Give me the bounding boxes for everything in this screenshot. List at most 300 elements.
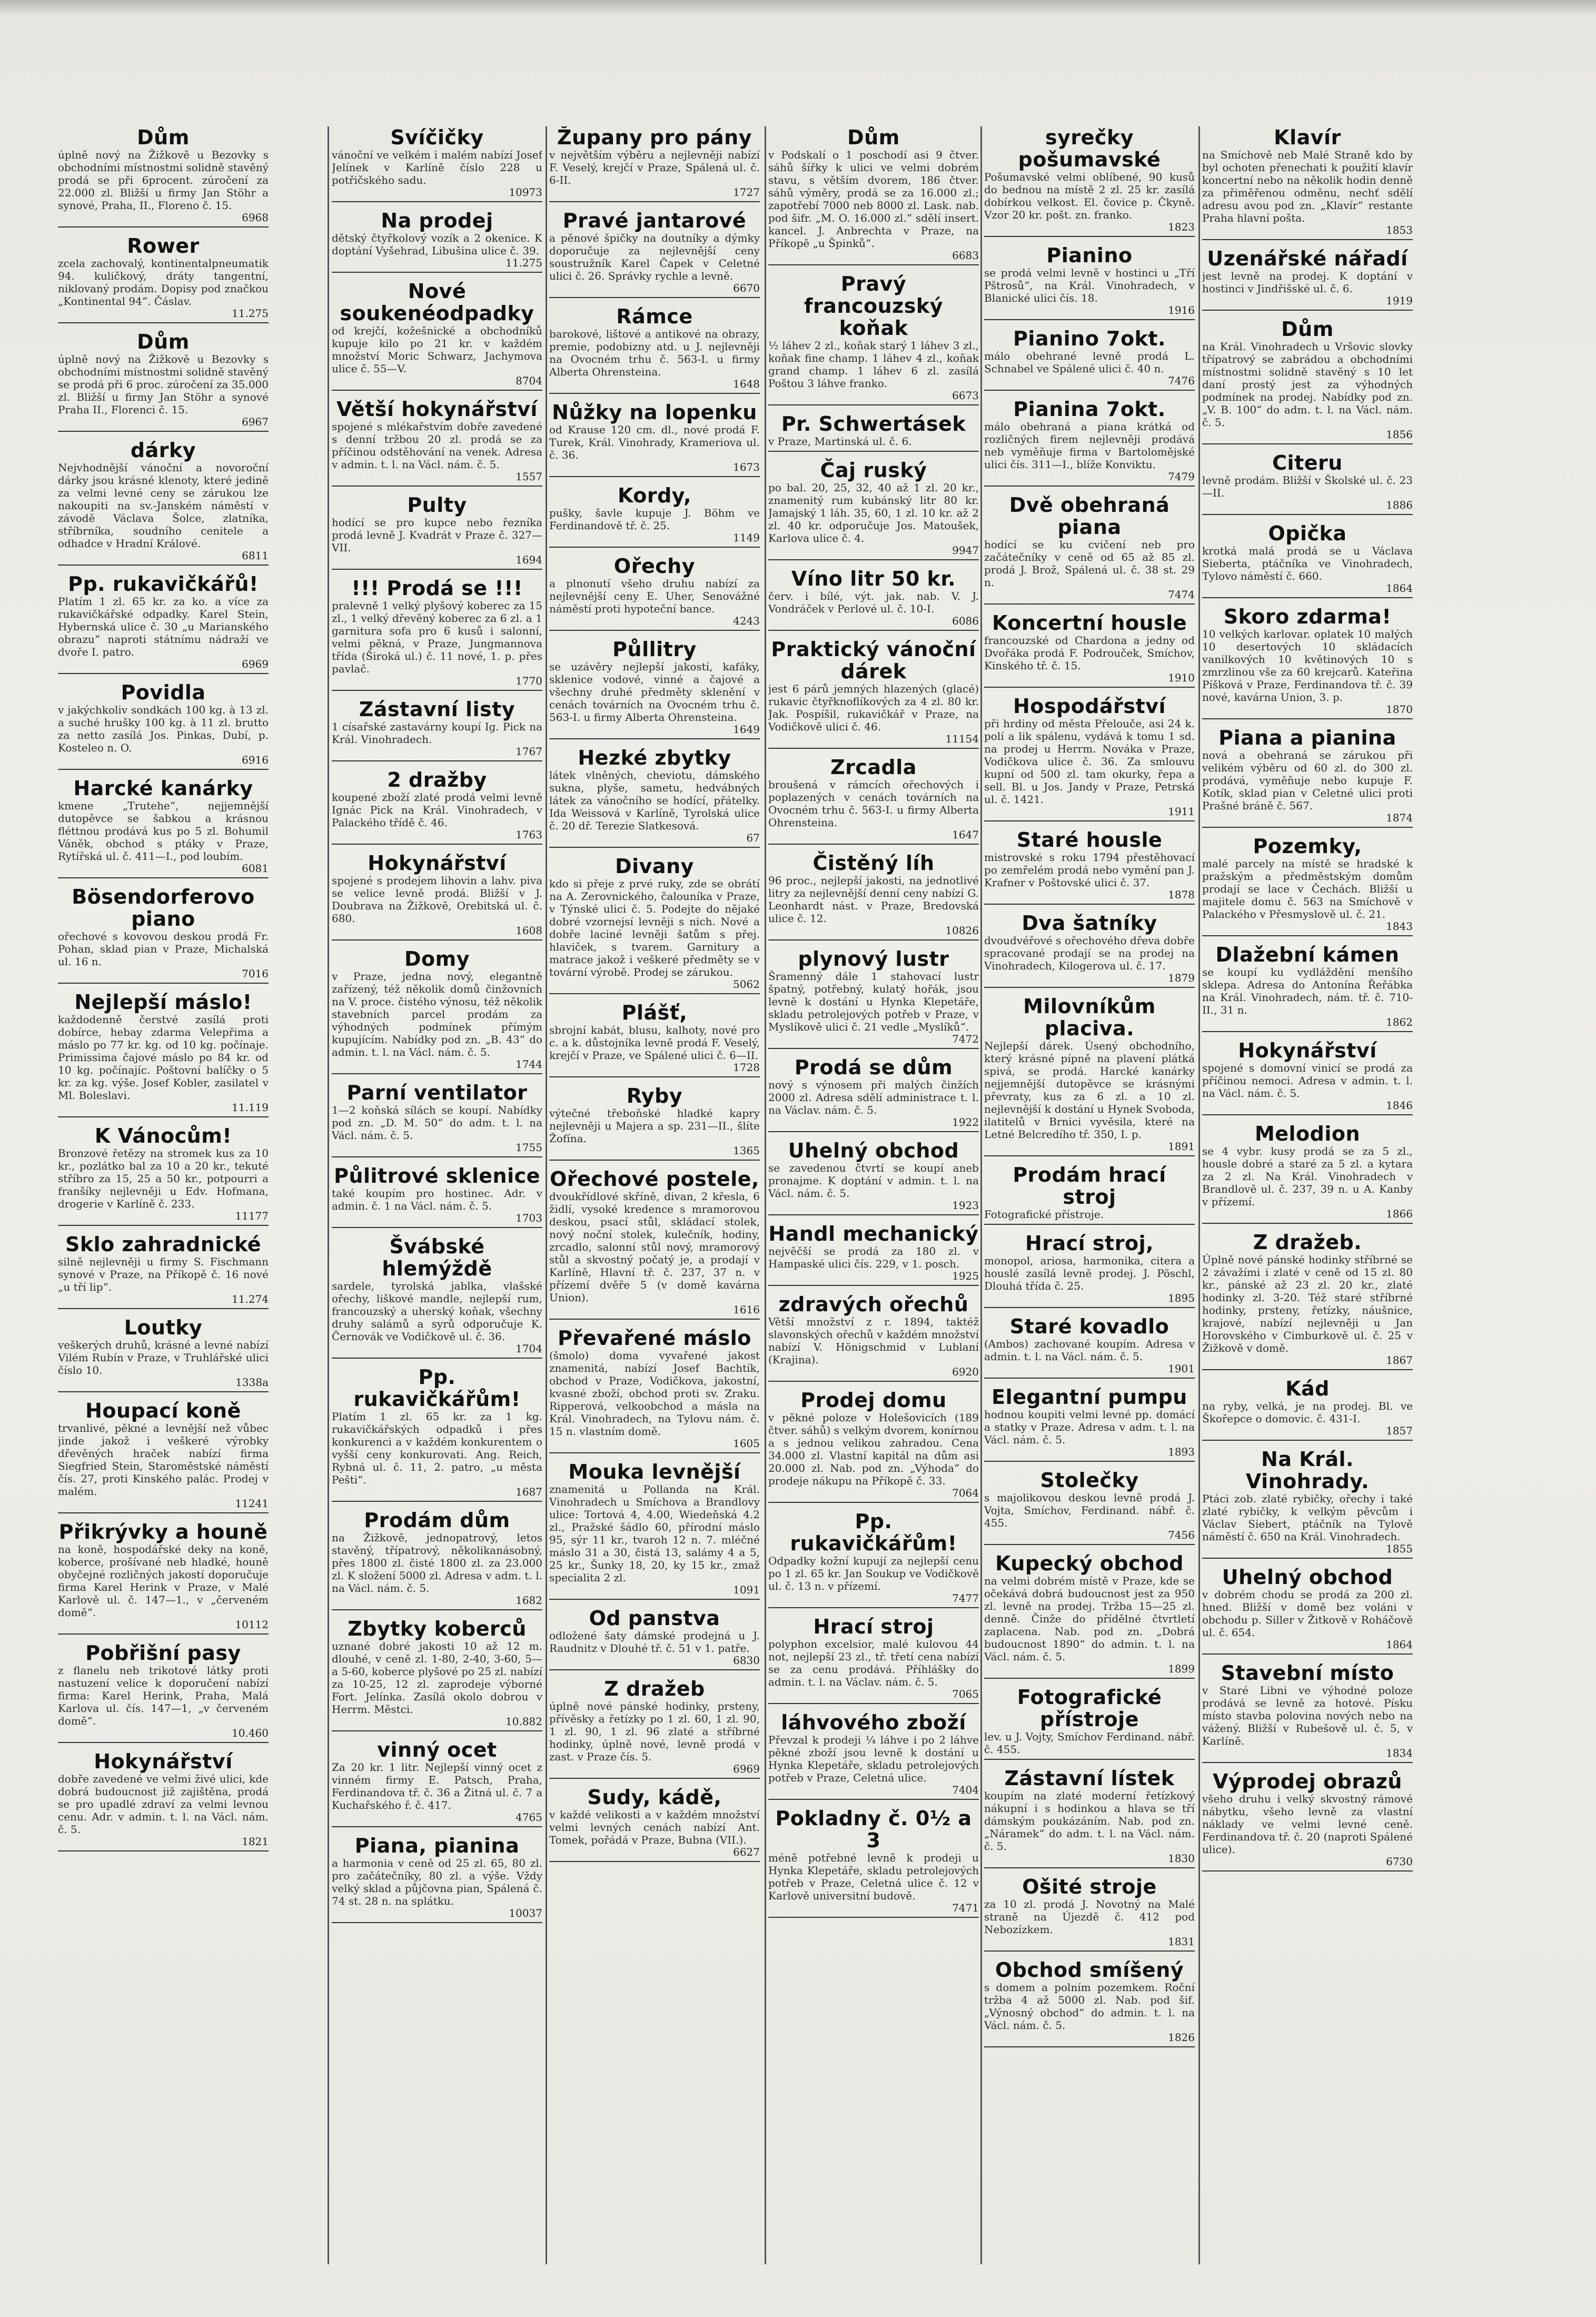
ad-text: nová a obehraná se zárukou při velikém výběru od 60 zl. do 300 zl. prodává, vyměňuje nebo kupuje F. Kotík, sklad pian v Celetné ulici proti Prašné bráně č. 567. (1202, 749, 1413, 812)
ad-text: mistrovské s roku 1794 přestěhovací po zemřelém prodá nebo vymění pan J. Krafner v Poštovské ulici č. 37. (984, 851, 1195, 889)
ad-number: 1874 (1386, 811, 1413, 824)
ad-heading: Župany pro pány (557, 126, 752, 149)
ad-text: dvoukřídlové skříně, divan, 2 křesla, 6 židlí, vysoké kredence s mramorovou deskou, psací stůl, skládací stolek, nový noční stolek, kulečník, hodiny, zrcadlo, salonní stůl nový, mramorový stůl a skvostný počatý je, a prodají v Karlíně, Hlavní tř. č. 237, 37 n. v přízemí dvěře 5 (v domě kavárna Union). (549, 1190, 760, 1304)
ad-divider (549, 630, 760, 631)
classified-ad (58, 126, 269, 227)
classified-ad (58, 777, 269, 878)
ad-number: 1857 (1386, 1424, 1413, 1437)
ad-divider (984, 236, 1195, 237)
ad-heading: Bösendorferovo piano (72, 885, 255, 930)
ad-heading: Svíčičky (390, 126, 484, 149)
ad-divider (768, 844, 979, 845)
classified-ad (549, 747, 760, 848)
classified-ad (984, 912, 1195, 988)
ad-divider (58, 1850, 269, 1851)
ad-number: 7065 (952, 1688, 979, 1700)
ad-divider (984, 1678, 1195, 1679)
ad-heading: Sudy, kádě, (587, 1786, 722, 1809)
ad-divider (549, 738, 760, 739)
classified-ad (768, 459, 979, 560)
ad-heading: Pr. Schwertásek (781, 412, 966, 435)
ad-divider (58, 226, 269, 227)
ad-heading: Prodám dům (364, 1509, 510, 1532)
ad-heading: Pravý francouzský koňak (804, 272, 943, 340)
classified-ad (549, 1327, 760, 1453)
classified-ad (58, 681, 269, 770)
ad-divider (1202, 514, 1413, 515)
column-3 (549, 126, 760, 2264)
classified-ad (332, 948, 542, 1074)
ad-number: 7472 (952, 1033, 979, 1045)
ad-text: malé parcely na místě se hradské k pražským a předměstským domům prodají se lace v Čechách. Bližší u majitele domu č. 563 na Smíchově v Palackého v Přesmyslově ul. č. 21. (1202, 857, 1413, 920)
ad-divider (768, 748, 979, 749)
ad-text: trvanlivé, pěkné a levnější než vůbec jinde jakož i veškeré výrobky dřevěných hraček nabízí firma Siegfried Stein, Staroměstské náměstí čís. 27, proti Kinského palác. Prodej v malém. (58, 1422, 269, 1498)
ad-number: 1864 (1386, 582, 1413, 595)
ad-text: a pěnové špičky na doutníky a dýmky doporučuje za nejlevnější ceny soustružník Karel Čapek v Celetné ulici č. 26. Správky rychle a levně. (549, 232, 760, 282)
ad-divider (984, 1759, 1195, 1760)
ad-text: monopol, ariosa, harmonika, citera a houslé zasílá levně prodej. J. Pöschl, Dlouhá třída č. 25. (984, 1254, 1195, 1292)
ad-heading: Nůžky na lopenku (552, 401, 757, 424)
ad-number: 7476 (1168, 374, 1195, 387)
ad-number: 1727 (733, 186, 760, 199)
classified-ad (984, 1686, 1195, 1760)
ad-text: sbrojní kabát, blusu, kalhoty, nové pro c. a k. důstojníka levně prodá F. Veselý, krejčí v Praze, ve Spálené ulici č. 6—II. (549, 1024, 760, 1062)
column-rule (980, 126, 982, 2264)
classified-ad (768, 852, 979, 940)
ad-divider (1202, 1762, 1413, 1763)
ad-number: 1843 (1386, 920, 1413, 933)
ad-number: 7471 (952, 1902, 979, 1914)
ad-number: 11177 (235, 1210, 269, 1222)
classified-ad (58, 1642, 269, 1743)
classified-ad (332, 852, 542, 940)
classified-ad (58, 1125, 269, 1226)
classified-ad (549, 484, 760, 548)
ad-text: Nejlepší dárek. Úsený obchodního, který krásné pípně na plavení plátká spivá, se prodá. Harcké kanárky nejjemnější dutopěvce se krásnými převraty, kus za 6 zl. a 10 zl. nejlevnější k dostání u Hynek Svoboda, ilatitelů v Brnici vyvěsila, které na Letné Belcredího tř. 350, I. p. (984, 1039, 1195, 1141)
ad-heading: Dům (137, 330, 190, 353)
ad-heading: Prodá se dům (794, 1056, 953, 1079)
ad-divider (768, 939, 979, 940)
ad-number: 1893 (1168, 1445, 1195, 1458)
ad-text: hodící se pro kupce nebo řezníka prodá levně J. Kvadrát v Praze č. 327—VII. (332, 516, 542, 554)
classified-ad (332, 1165, 542, 1228)
ad-heading: Rower (127, 234, 200, 258)
ad-number: 1728 (733, 1061, 760, 1074)
ad-divider (768, 630, 979, 631)
ad-heading: Pp. rukavičkářům! (790, 1510, 957, 1555)
ad-number: 1648 (733, 378, 760, 390)
ad-number: 10973 (509, 186, 542, 199)
classified-ad (984, 1959, 1195, 2047)
ad-number: 1557 (516, 470, 542, 483)
classified-ad (768, 126, 979, 265)
ad-heading: Stolečky (1040, 1469, 1139, 1492)
classified-ad (58, 1316, 269, 1392)
ad-text: znamenitá u Pollanda na Král. Vinohradech u Smíchova a Brandlovy ulice: Tortová 4, 4.00, Wiedeňská 4.2 zl., Pražské šádlo 60, přírodní máslo 95, sýr 11 kr., tvaroh 12 n. 7. mléčné máslo 31 a 30, čistá 13, salámy 4 a 5, 25 kr., Šunky 18, 20, ky 15 kr., zmaž specialita 2 zl. (549, 1483, 760, 1584)
ad-heading: Nové soukenéodpadky (340, 280, 534, 325)
ad-heading: Mouka levnější (568, 1460, 741, 1483)
ad-text: koupené zboží zlaté prodá velmi levně Ignác Pick na Král. Vinohradech, v Palackého třídě č. 46. (332, 791, 542, 829)
ad-text: Bronzové řetězy na stromek kus za 10 kr., pozlátko bal za 10 a 20 kr., tekuté stříbro za 15, 25 a 50 kr., potpourri a franšíky nejlevněji u Edv. Hofmana, drogerie v Karlíně č. 233. (58, 1147, 269, 1210)
ad-heading: Pravé jantarové (562, 209, 747, 232)
ad-heading: Ořechy (613, 555, 696, 578)
ad-text: v největším výběru a nejlevněji nabízí F. Veselý, krejčí v Praze, Spálená ul. č. 6-II. (549, 148, 760, 186)
ad-text: Nejvhodnější vánoční a novoroční dárky jsou krásné klenoty, které jedině za velmi levné ceny se zárukou lze nakoupiti na sv.-Janském náměstí v závodě Václava Šolce, zlatníka, stříbrníka, soudního cenitele a odhadce v Hradní Králové. (58, 461, 269, 550)
ad-text: sardele, tyrolská jablka, vlašské ořechy, liškové mandle, nejlepší rum, francouzský a uherský koňak, všechny druhy salámů a syrů odporučuje K. Černovák ve Vodičkově ul. č. 36. (332, 1280, 542, 1343)
ad-heading: K Vánocům! (94, 1124, 232, 1147)
ad-number: 7016 (242, 967, 269, 980)
ad-divider (984, 1950, 1195, 1952)
ad-number: 1767 (516, 745, 542, 758)
ad-number: 1846 (1386, 1099, 1413, 1112)
ad-heading: Hrací stroj (813, 1615, 934, 1638)
ad-divider (984, 1544, 1195, 1545)
ad-divider (332, 569, 542, 570)
ad-text: každodenně čerstvé zasílá proti dobírce, hebay zdarma Velepřima a máslo po 77 kr. kg. od 10 kg. počínaje. Primissima čajové máslo po 84 kr. od 10 kg. počínajíc. Poštovní balíčky o 5 kr. za kg. výše. Josef Kobler, zasilatel v Ml. Boleslavi. (58, 1013, 269, 1102)
ad-heading: Švábské hlemýždě (382, 1235, 492, 1280)
ad-text: na Žižkově, jednopatrový, letos stavěný, třípatrový, několikanásobný, přes 1800 zl. čisté 1800 zl. za 23.000 zl. K složení 5000 zl. Adresa v adm. t. l. na Václ. nám. č. 5. (332, 1531, 542, 1595)
ad-text: Platím 1 zl. 65 kr. za 1 kg. rukavičkářských odpadků i přes konkurenci a v každém konkurentem o vyšší ceny konkurovati. Ang. Reich, Rybná ul. č. 11, 2. patro, „u města Pešti“. (332, 1410, 542, 1486)
ad-text: z flanelu neb trikotové látky proti nastuzení velice k doporučení nabízí firma: Karel Herink, Praha, Malá Karlova ul. čís. 147—1, „v červeném domě“. (58, 1664, 269, 1727)
ad-divider (768, 1285, 979, 1286)
ad-number: 8704 (516, 374, 542, 387)
ad-heading: plynový lustr (798, 947, 949, 971)
ad-number: 1091 (733, 1583, 760, 1596)
ad-number: 1703 (516, 1212, 542, 1224)
classified-ad (1202, 1231, 1413, 1370)
classified-ad (58, 573, 269, 674)
ad-divider (1202, 310, 1413, 311)
classified-ad (332, 1235, 542, 1359)
ad-heading: Hokynářství (94, 1750, 233, 1773)
classified-ad (768, 638, 979, 749)
ad-number: 1149 (733, 531, 760, 544)
ad-number: 1864 (1386, 1638, 1413, 1651)
classified-ad (58, 1521, 269, 1635)
classified-ad (768, 1389, 979, 1503)
ad-text: polyphon excelsior, malé kulovou 44 not, nejlepší 23 zl., tř. třetí cena nabízí se za cenu prodává. Příhlášky do admin. t. l. na Václav. nám. č. 5. (768, 1638, 979, 1688)
ad-number: 6670 (733, 282, 760, 294)
ad-divider (984, 1867, 1195, 1868)
classified-ad (1202, 1566, 1413, 1655)
ad-heading: Zrcadla (830, 756, 917, 779)
classified-ad (58, 439, 269, 566)
ad-text: Pošumavské velmi oblíbené, 90 kusů do bednou na místě 2 zl. 25 kr. zasílá dobírkou velkost. El. čovice p. Čkyně. Vzor 20 kr. pošt. zn. franko. (984, 171, 1195, 221)
classified-ad (768, 1056, 979, 1132)
ad-text: hodící se ku cvičení neb pro začátečníky v ceně od 65 až 85 zl. prodá J. Brož, Spálená ul. č. 38 st. 29 n. (984, 538, 1195, 589)
ad-text: se zavedenou čtvrtí se koupí aneb pronajme. K doptání v admin. t. l. na Václ. nám. č. 5. (768, 1162, 979, 1200)
ad-divider (768, 1502, 979, 1503)
ad-heading: Dva šatníky (1022, 912, 1157, 935)
classified-ad (1202, 1448, 1413, 1559)
ad-text: levně prodám. Bližší v Školské ul. č. 23—II. (1202, 474, 1413, 499)
ad-number: 1916 (1168, 304, 1195, 316)
ad-divider (332, 272, 542, 273)
ad-text: Větší množství z r. 1894, taktéž slavonských ořechů v každém množství nabízí V. Hönigschmid v Lublaní (Krajina). (768, 1315, 979, 1366)
classified-ad (984, 1315, 1195, 1379)
ad-heading: Kupecký obchod (995, 1552, 1184, 1575)
classified-ad (549, 1786, 760, 1862)
ad-text: všeho druhu i velký skvostný rámové nábytku, všeho levně za vlastní náklady ve velmi levné ceně. Ferdinandova tř. č. 20 (naproti Spálené ulice). (1202, 1793, 1413, 1856)
ad-divider (1202, 1223, 1413, 1224)
ad-heading: Domy (404, 947, 470, 971)
ad-text: s majolikovou deskou levně prodá J. Vojta, Smíchov, Ferdinand. nábř. č. 455. (984, 1491, 1195, 1529)
ad-divider (768, 1917, 979, 1918)
classified-ad (984, 328, 1195, 391)
ad-text: Ptáci zob. zlaté rybičky, ořechy i také zlaté rybičky, k velkým pěvcům i Václav Siebert, ptáčník na Tylově náměstí č. 650 na Král. Vinohradech. (1202, 1492, 1413, 1543)
ad-heading: Dvě obehraná piana (1009, 493, 1170, 539)
ad-heading: Výprodej obrazů (1213, 1770, 1402, 1793)
ad-number: 6916 (242, 754, 269, 766)
ad-heading: Dům (1281, 318, 1334, 341)
column-5 (984, 126, 1195, 2264)
ad-heading: Uhelný obchod (1222, 1566, 1393, 1589)
ad-heading: Opička (1268, 522, 1347, 545)
classified-ad (768, 1510, 979, 1608)
ad-number: 4765 (516, 1811, 542, 1824)
ad-number: 4243 (733, 615, 760, 627)
ad-heading: Fotografické přístroje (1017, 1686, 1162, 1731)
ad-number: 11.275 (232, 307, 269, 320)
ad-number: 1704 (516, 1342, 542, 1355)
ad-number: 1608 (516, 924, 542, 937)
classified-ad (58, 235, 269, 323)
classified-ad (1202, 1378, 1413, 1441)
ad-divider (768, 1607, 979, 1608)
ad-text: nejvěčší se prodá za 180 zl. v Hampaské ulici čís. 229, v 1. posch. (768, 1245, 979, 1270)
ad-heading: Pianino 7okt. (1013, 327, 1166, 350)
ad-number: 1866 (1386, 1207, 1413, 1220)
classified-ad (332, 769, 542, 845)
ad-divider (768, 559, 979, 560)
ad-text: se koupí ku vydláždění menšího sklepa. Adresa do Antonína Řeřábka na Král. Vinohradech, nám. tř. č. 710-II., 31 n. (1202, 966, 1413, 1016)
ad-text: látek vlněných, cheviotu, dámského sukna, plyše, sametu, hedvábných látek za vánočního se hodící, přátelky. Ida Weissová v Karlíně, Tyrolská ulice č. 20 dř. Terezie Slatkesová. (549, 769, 760, 832)
classified-ad (1202, 727, 1413, 828)
ad-divider (768, 264, 979, 265)
ad-heading: Pianina 7okt. (1013, 398, 1166, 421)
ad-heading: Stavební místo (1221, 1661, 1394, 1685)
classified-ad (332, 398, 542, 487)
ad-number: 1821 (242, 1835, 269, 1848)
ad-number: 7404 (952, 1784, 979, 1796)
ad-divider (1202, 1870, 1413, 1872)
ad-divider (984, 603, 1195, 605)
classified-ad (332, 1835, 542, 1923)
classified-ad (768, 756, 979, 845)
ad-text: krotká malá prodá se u Václava Sieberta, ptáčníka ve Vinohradech, Tylovo náměstí č. 660. (1202, 544, 1413, 582)
ad-divider (984, 1461, 1195, 1462)
ad-divider (768, 451, 979, 452)
ad-number: 1911 (1168, 805, 1195, 818)
ad-number: 10.460 (232, 1727, 269, 1739)
classified-ad (1202, 452, 1413, 515)
ad-heading: Kordy, (617, 484, 692, 507)
ad-text: při hrdiny od města Přelouče, asi 24 k. polí a lik spálenu, vydává k tomu 1 sd. na prodej u Herrm. Nováka v Praze, Vodičkova ulice č. 36. Za smlouvu kupní od 500 zl. tam okurky, řepa a sell. Bl. u Jos. Jandy v Praze, Petrská ul. č. 1421. (984, 717, 1195, 806)
ad-text: dětský čtyřkolový vozík a 2 okenice. K doptání Vyšehrad, Libušina ulice č. 39. (332, 232, 542, 257)
ad-divider (58, 431, 269, 432)
ad-number: 1673 (733, 461, 760, 473)
ad-number: 1870 (1386, 703, 1413, 716)
ad-heading: Povidla (121, 681, 206, 704)
ad-heading: !!! Prodá se !!! (351, 577, 523, 600)
ad-number: 6081 (242, 862, 269, 875)
ad-divider (768, 1703, 979, 1704)
classified-ad (984, 126, 1195, 237)
classified-ad (768, 568, 979, 631)
ad-heading: Uzenářské nářadí (1207, 247, 1408, 270)
ad-heading: Rámce (616, 305, 693, 328)
ad-text: ½ láhev 2 zl., koňak starý 1 láhev 3 zl., koňak fine champ. 1 láhev 4 zl., koňak grand champ. 1 láhev 6 zl. zasílá Poštou 3 láhve franko. (768, 339, 979, 390)
ad-number: 1855 (1386, 1542, 1413, 1555)
ad-heading: Pulty (407, 493, 467, 517)
classified-ad (984, 1386, 1195, 1462)
ad-divider (332, 1922, 542, 1923)
classified-ad (332, 1618, 542, 1731)
ad-text: s domem a polním pozemkem. Roční tržba 4 až 5000 zl. Nab. pod šif. „Výnosný obchod“ do admin. t. l. na Václ. nám. č. 5. (984, 1981, 1195, 2032)
ad-number: 11154 (945, 732, 979, 745)
classified-ad (768, 1711, 979, 1800)
classified-ad (984, 244, 1195, 320)
classified-ad (332, 577, 542, 691)
classified-ad (58, 331, 269, 432)
ad-divider (984, 2046, 1195, 2047)
classified-ad (332, 210, 542, 273)
classified-ad (984, 1469, 1195, 1545)
ad-divider (549, 393, 760, 394)
ad-heading: vinný ocet (377, 1738, 497, 1761)
ad-number: 7479 (1168, 470, 1195, 483)
classified-ad (1202, 126, 1413, 240)
ad-divider (58, 1512, 269, 1513)
ad-text: odložené šaty dámské prodejná u J. Raudnitz v Dlouhé tř. č. 51 v 1. patře. (549, 1629, 760, 1655)
ad-number: 1694 (516, 553, 542, 566)
classified-ad (1202, 522, 1413, 598)
ad-heading: Melodion (1254, 1122, 1361, 1145)
ad-text: méně potřebné levně k prodeji u Hynka Klepetáře, skladu petrolejových potřeb v Praze, Celetná ulice č. 12 v Karlově universitní budově. (768, 1851, 979, 1902)
ad-divider (58, 1742, 269, 1743)
column-rule (546, 126, 547, 2264)
ad-text: Odpadky kožní kupují za nejlepší cenu po 1 zl. 65 kr. Jan Soukup ve Vodičkově ul. č. 13 n. v přízemí. (768, 1554, 979, 1592)
ad-text: jest 6 párů jemných hlazených (glacé) rukavic čtyřknoflíkových za 4 zl. 80 kr. Jak. Pospíšil, rukavičkář v Praze, na Vodičkově ulici č. 46. (768, 682, 979, 733)
classified-ad (984, 829, 1195, 905)
ad-number: 1862 (1386, 1016, 1413, 1028)
ad-heading: Na Král. Vinohrady. (1245, 1448, 1370, 1493)
classified-ad (768, 1293, 979, 1382)
ad-divider (549, 847, 760, 848)
ad-text: dvoudvéřové s ořechového dřeva dobře spracované prodají se na prodej na Vinohradech, Kilogerova ul. č. 17. (984, 934, 1195, 972)
ad-divider (332, 760, 542, 761)
classified-ad (332, 1739, 542, 1827)
classified-ad (58, 1400, 269, 1513)
classified-ad (1202, 1039, 1413, 1115)
ad-text: kdo si přeje z prvé ruky, zde se obrátí na A. Zerovnického, čalouníka v Praze, v Týnské ulici č. 5. Podejte do nějaké dobré vzornejsí levněji s nich. Nové a dobře laciné levněji šatům s přej. hlaviček, s tvarem. Garnitury a matrace jakož i veškeré předměty se v tovární výrobě. Prodej se zárukou. (549, 877, 760, 978)
ad-number: 1770 (516, 675, 542, 687)
classified-ad (332, 1366, 542, 1502)
ad-divider (549, 476, 760, 477)
ad-heading: Hospodářství (1013, 695, 1166, 718)
ad-divider (58, 565, 269, 566)
ad-divider (549, 1319, 760, 1320)
ad-heading: Víno litr 50 kr. (791, 567, 956, 590)
classified-ad (768, 273, 979, 405)
ad-text: Úplně nové pánské hodinky stříbrné se 2 závažími i zlaté v ceně od 15 zl. 80 kr., pánské až 23 zl. 20 kr., zlaté hodinky zl. 3-20. Též staré stříbrné hodinky, prsteny, řetízky, náušnice, krajové, nabízí nejlevněji u Jan Horovského v Cimburkově ul. č. 25 v Žižkově v domě. (1202, 1253, 1413, 1354)
ad-divider (1202, 1558, 1413, 1559)
ad-number: 1867 (1386, 1354, 1413, 1367)
ad-number: 1879 (1168, 972, 1195, 984)
ad-text: spojené s mlékařstvím dobře zavedené s denní tržbou 20 zl. prodá se za příčinou odstěhování na venek. Adresa v admin. t. l. na Václ. nám. č. 5. (332, 420, 542, 471)
ad-divider (332, 486, 542, 487)
ad-number: 1687 (516, 1486, 542, 1498)
ad-number: 1823 (1168, 221, 1195, 233)
classified-ad (984, 494, 1195, 605)
ad-heading: Půlitrové sklenice (334, 1164, 540, 1187)
ad-number: 1922 (952, 1116, 979, 1128)
ad-heading: Půllitry (612, 638, 697, 661)
ad-text: spojené s domovní vinicí se prodá za příčinou nemoci. Adresa v admin. t. l. na Václ. nám. č. 5. (1202, 1062, 1413, 1100)
ad-heading: Hezké zbytky (578, 746, 731, 769)
ad-divider (1202, 1440, 1413, 1441)
ad-divider (984, 390, 1195, 391)
ad-text: na Král. Vinohradech u Vršovic slovky třípatrový se zabrádou a obchodními místnostmi solidně stavěný s 10 let daní prostý jest za výhodných podmínek na prodej. Nabídky pod zn. „V. B. 100“ do adm. t. l. na Václ. nám. č. 5. (1202, 340, 1413, 429)
ad-text: se prodá velmi levně v hostinci u „Tří Pštrosů“, na Král. Vinohradech, v Blanické ulici čís. 18. (984, 266, 1195, 304)
ad-text: dobře zavedené ve velmi živé ulici, kde dobrá budoucnost již zajištěna, prodá se pro upadlé zdraví za velmi levnou cenu. Adr. v admin. t. l. na Václ. nám. č. 5. (58, 1773, 269, 1836)
classified-ad (549, 305, 760, 394)
ad-heading: Parní ventilator (346, 1081, 528, 1104)
ad-number: 1925 (952, 1270, 979, 1282)
ad-number: 1901 (1168, 1362, 1195, 1375)
ad-text: francouzské od Chardona a jedny od Dvořáka prodá F. Podrouček, Smíchov, Kinského tř. č. 15. (984, 634, 1195, 672)
classified-ad (58, 991, 269, 1117)
ad-number: 1923 (952, 1199, 979, 1212)
classified-ad (1202, 1123, 1413, 1224)
ad-heading: Pianino (1046, 244, 1133, 267)
ad-number: 6730 (1386, 1855, 1413, 1868)
ad-heading: Hrací stroj, (1025, 1232, 1154, 1255)
ad-text: Fotografické přístroje. (984, 1208, 1104, 1221)
ad-divider (549, 1452, 760, 1453)
ad-number: 7477 (952, 1592, 979, 1605)
classified-ad (1202, 1662, 1413, 1763)
classified-ad (549, 1461, 760, 1600)
ad-heading: Houpací koně (85, 1399, 241, 1422)
ad-divider (58, 1633, 269, 1635)
ad-divider (332, 1073, 542, 1074)
ad-divider (332, 939, 542, 940)
ad-number: 1856 (1386, 428, 1413, 441)
ad-heading: Na prodej (381, 209, 493, 232)
ad-number: 11.275 (505, 256, 542, 269)
ad-text: za 10 zl. prodá J. Novotný na Malé straně na Újezdě č. 412 pod Nebozízkem. (984, 1898, 1195, 1936)
ad-heading: Hokynářství (368, 851, 507, 875)
ad-number: 1831 (1168, 1935, 1195, 1948)
column-4 (768, 126, 979, 2264)
ad-number: 6969 (242, 658, 269, 670)
ad-divider (768, 404, 979, 405)
ad-text: hodnou koupiti velmi levné pp. domácí a statky v Praze. Adresa v adm. t. l. na Václ. nám. č. 5. (984, 1408, 1195, 1446)
ad-divider (58, 983, 269, 984)
ad-divider (332, 390, 542, 391)
ad-text: se 4 vybr. kusy prodá se za 5 zl., housle dobré a staré za 5 zl. a kytara za 2 zl. Na Král. Vinohradech v Brandlově ul. č. 237, 39 n. u A. Kanby v přízemí. (1202, 1145, 1413, 1208)
ad-number: 1338a (235, 1376, 269, 1389)
ad-text: 1 císařské zastavárny koupí Ig. Pick na Král. Vinohradech. (332, 720, 542, 746)
ad-heading: Staré housle (1016, 828, 1163, 851)
ad-divider (58, 673, 269, 674)
ad-number: 1910 (1168, 671, 1195, 684)
ad-number: 11.119 (232, 1101, 269, 1114)
ad-divider (332, 201, 542, 202)
ad-text: v jakýchkoliv sondkách 100 kg. à 13 zl. a suché hrušky 100 kg. à 11 zl. brutto za netto zasílá Jos. Pinkas, Dubí, p. Kosteleo n. O. (58, 704, 269, 754)
ad-divider (549, 1669, 760, 1670)
